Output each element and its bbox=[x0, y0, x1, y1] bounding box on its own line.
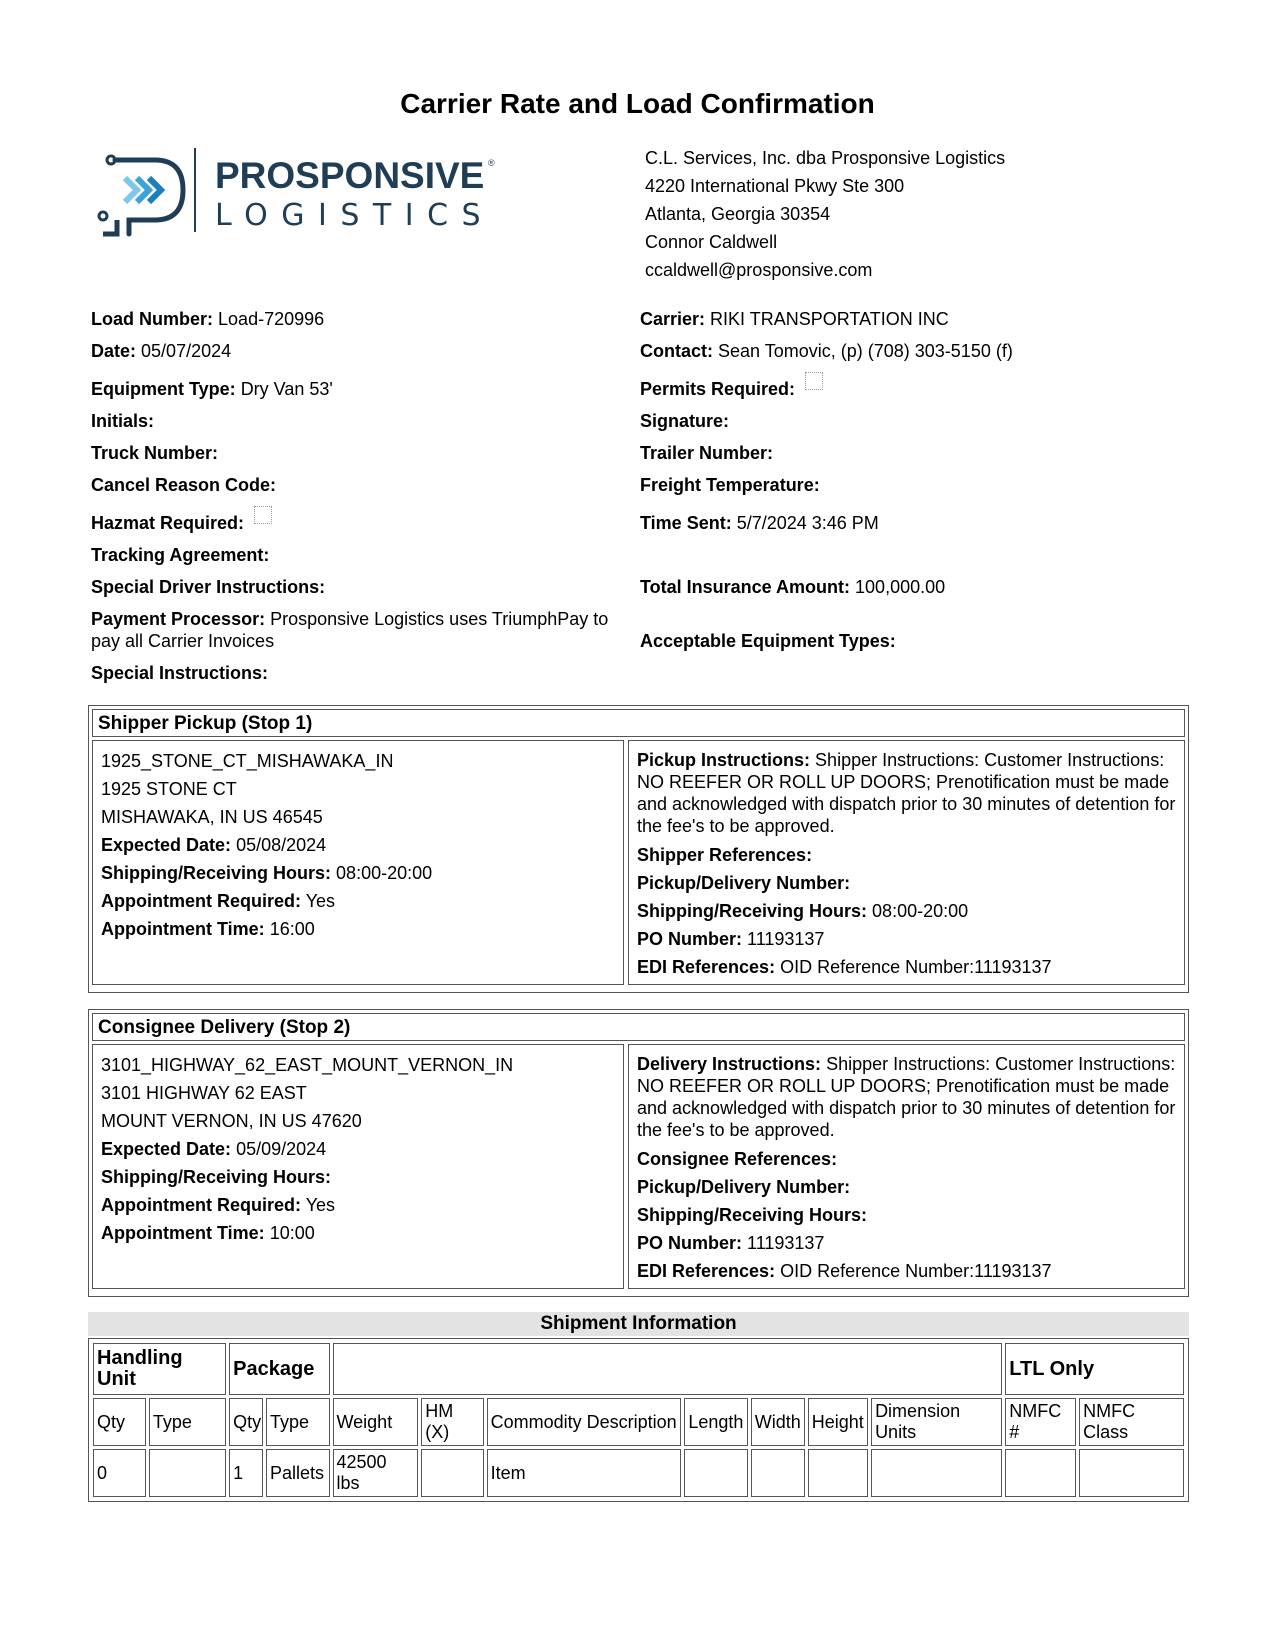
table-cell bbox=[149, 1449, 226, 1497]
stop1-hours: Shipping/Receiving Hours: 08:00-20:00 bbox=[101, 863, 433, 883]
logo-divider bbox=[194, 148, 196, 232]
ltl-only-header: LTL Only bbox=[1005, 1343, 1184, 1395]
stop2-city: MOUNT VERNON, IN US 47620 bbox=[101, 1111, 362, 1131]
logo-mark-icon bbox=[95, 148, 205, 248]
stop1-instructions: Pickup Instructions: Shipper Instructions: Customer Instructions: NO REEFER OR ROLL UP DOORS; Prenotification must be made and acknowledged with dispatch prior to 30 minutes of detention for the fee's to be approved. bbox=[637, 750, 1176, 836]
date-field: Date: 05/07/2024 bbox=[91, 341, 232, 361]
payment-processor-field: Payment Processor: Prosponsive Logistics uses TriumphPay to pay all Carrier Invoices bbox=[91, 609, 609, 651]
stop2-instructions: Delivery Instructions: Shipper Instructions: Customer Instructions: NO REEFER OR ROLL UP DOORS; Prenotification must be made and acknowledged with dispatch prior to 30 minutes of detention for the fee's to be approved. bbox=[637, 1054, 1176, 1140]
table-cell bbox=[871, 1449, 1002, 1497]
shipment-info-title: Shipment Information bbox=[88, 1312, 1189, 1336]
table-cell: Pallets bbox=[266, 1449, 330, 1497]
table-cell bbox=[684, 1449, 747, 1497]
time-sent-value: 5/7/2024 3:46 PM bbox=[736, 513, 879, 533]
shipment-table bbox=[90, 1340, 1187, 1500]
stop1-appointment-required: Appointment Required: Yes bbox=[101, 891, 336, 911]
contact-value: Sean Tomovic, (p) (708) 303-5150 (f) bbox=[718, 341, 1013, 361]
load-number-field: Load Number: Load-720996 bbox=[91, 309, 325, 329]
table-cell bbox=[751, 1449, 805, 1497]
special-instructions-field: Special Instructions: bbox=[91, 663, 269, 683]
stop2-street: 3101 HIGHWAY 62 EAST bbox=[101, 1083, 307, 1103]
column-header: Weight bbox=[333, 1398, 419, 1446]
stop1-address-col bbox=[92, 740, 624, 985]
table-cell: 42500 lbs bbox=[333, 1449, 419, 1497]
stop2-expected-date: Expected Date: 05/09/2024 bbox=[101, 1139, 327, 1159]
logo-registered-mark: ® bbox=[488, 158, 495, 168]
column-header: NMFC Class bbox=[1079, 1398, 1184, 1446]
signature-field: Signature: bbox=[640, 411, 730, 431]
stop1-heading: Shipper Pickup (Stop 1) bbox=[92, 709, 1185, 737]
acceptable-equipment-field: Acceptable Equipment Types: bbox=[640, 631, 896, 651]
company-email[interactable]: ccaldwell@prosponsive.com bbox=[645, 260, 873, 280]
stop2-location: 3101_HIGHWAY_62_EAST_MOUNT_VERNON_IN bbox=[101, 1055, 514, 1075]
stop2-po-number: PO Number: 11193137 bbox=[637, 1233, 825, 1253]
table-cell bbox=[1005, 1449, 1076, 1497]
stop1-location: 1925_STONE_CT_MISHAWAKA_IN bbox=[101, 751, 394, 771]
permits-checkbox[interactable] bbox=[805, 372, 823, 390]
hazmat-checkbox[interactable] bbox=[254, 506, 272, 524]
stop2-details-col bbox=[628, 1044, 1185, 1289]
stop1-city: MISHAWAKA, IN US 46545 bbox=[101, 807, 323, 827]
package-header: Package bbox=[229, 1343, 329, 1395]
blank-group-header bbox=[333, 1343, 1003, 1395]
payment-processor-value: Prosponsive Logistics uses TriumphPay to pay all Carrier Invoices bbox=[91, 609, 609, 651]
column-header: Commodity Description bbox=[487, 1398, 682, 1446]
column-header: HM (X) bbox=[421, 1398, 483, 1446]
column-header: Type bbox=[266, 1398, 330, 1446]
freight-temperature-field: Freight Temperature: bbox=[640, 475, 820, 495]
logo-wordmark-secondary: LOGISTICS bbox=[215, 198, 495, 233]
stop1-details-col bbox=[628, 740, 1185, 985]
company-logo bbox=[95, 148, 525, 248]
stop2-pickup-delivery-number: Pickup/Delivery Number: bbox=[637, 1177, 851, 1197]
company-contact: Connor Caldwell bbox=[645, 232, 778, 252]
insurance-value: 100,000.00 bbox=[855, 577, 946, 597]
hazmat-field: Hazmat Required: bbox=[91, 512, 272, 534]
table-cell: Item bbox=[487, 1449, 682, 1497]
equipment-type-value: Dry Van 53' bbox=[240, 379, 333, 399]
stop1-pickup-delivery-number: Pickup/Delivery Number: bbox=[637, 873, 851, 893]
shipment-table-container bbox=[88, 1338, 1189, 1502]
company-city: Atlanta, Georgia 30354 bbox=[645, 204, 831, 224]
column-header: Qty bbox=[229, 1398, 263, 1446]
shipment-column-header-row bbox=[93, 1398, 1184, 1446]
stop2-references: Consignee References: bbox=[637, 1149, 838, 1169]
company-address-block bbox=[645, 144, 1005, 284]
shipment-group-header-row bbox=[93, 1343, 1184, 1395]
carrier-value: RIKI TRANSPORTATION INC bbox=[710, 309, 949, 329]
carrier-field: Carrier: RIKI TRANSPORTATION INC bbox=[640, 309, 949, 329]
stop1-edi-references: EDI References: OID Reference Number:11193137 bbox=[637, 957, 1052, 977]
stop2-hours: Shipping/Receiving Hours: bbox=[101, 1167, 332, 1187]
equipment-type-field: Equipment Type: Dry Van 53' bbox=[91, 379, 333, 399]
time-sent-field: Time Sent: 5/7/2024 3:46 PM bbox=[640, 513, 879, 533]
truck-number-field: Truck Number: bbox=[91, 443, 219, 463]
company-name: C.L. Services, Inc. dba Prosponsive Logistics bbox=[645, 148, 1006, 168]
stop2-edi-references: EDI References: OID Reference Number:11193137 bbox=[637, 1261, 1052, 1281]
logo-wordmark-primary: PROSPONSIVE bbox=[215, 155, 485, 196]
column-header: Dimension Units bbox=[871, 1398, 1002, 1446]
date-value: 05/07/2024 bbox=[141, 341, 232, 361]
table-cell: 1 bbox=[229, 1449, 263, 1497]
load-number-value: Load-720996 bbox=[218, 309, 325, 329]
insurance-field: Total Insurance Amount: 100,000.00 bbox=[640, 577, 946, 597]
stop2-appointment-time: Appointment Time: 10:00 bbox=[101, 1223, 315, 1243]
table-cell bbox=[421, 1449, 483, 1497]
stop1-box bbox=[88, 705, 1189, 993]
tracking-agreement-field: Tracking Agreement: bbox=[91, 545, 270, 565]
page-title: Carrier Rate and Load Confirmation bbox=[400, 88, 875, 119]
cancel-reason-field: Cancel Reason Code: bbox=[91, 475, 277, 495]
stop1-street: 1925 STONE CT bbox=[101, 779, 237, 799]
stop1-po-number: PO Number: 11193137 bbox=[637, 929, 825, 949]
stop2-appointment-required: Appointment Required: Yes bbox=[101, 1195, 336, 1215]
stop2-box bbox=[88, 1009, 1189, 1297]
stop1-appointment-time: Appointment Time: 16:00 bbox=[101, 919, 315, 939]
stop1-hours-right: Shipping/Receiving Hours: 08:00-20:00 bbox=[637, 901, 969, 921]
table-cell: 0 bbox=[93, 1449, 146, 1497]
trailer-number-field: Trailer Number: bbox=[640, 443, 774, 463]
column-header: NMFC # bbox=[1005, 1398, 1076, 1446]
handling-unit-header: Handling Unit bbox=[93, 1343, 226, 1395]
contact-field: Contact: Sean Tomovic, (p) (708) 303-5150 (f) bbox=[640, 341, 1013, 361]
column-header: Height bbox=[808, 1398, 868, 1446]
company-street: 4220 International Pkwy Ste 300 bbox=[645, 176, 905, 196]
table-cell bbox=[808, 1449, 868, 1497]
initials-field: Initials: bbox=[91, 411, 155, 431]
table-cell bbox=[1079, 1449, 1184, 1497]
column-header: Qty bbox=[93, 1398, 146, 1446]
stop2-address-col bbox=[92, 1044, 624, 1289]
column-header: Length bbox=[684, 1398, 747, 1446]
table-row bbox=[93, 1449, 1184, 1497]
column-header: Type bbox=[149, 1398, 226, 1446]
stop1-references: Shipper References: bbox=[637, 845, 813, 865]
permits-field: Permits Required: bbox=[640, 378, 823, 400]
stop2-hours-right: Shipping/Receiving Hours: bbox=[637, 1205, 868, 1225]
special-driver-instructions-field: Special Driver Instructions: bbox=[91, 577, 326, 597]
stop1-expected-date: Expected Date: 05/08/2024 bbox=[101, 835, 327, 855]
stop2-heading: Consignee Delivery (Stop 2) bbox=[92, 1013, 1185, 1041]
column-header: Width bbox=[751, 1398, 805, 1446]
